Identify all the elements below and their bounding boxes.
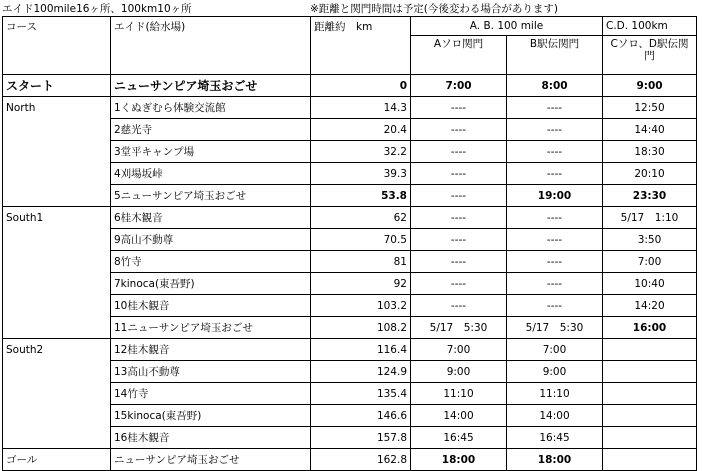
b-gate-cell: 7:00 [507,339,603,361]
distance-cell: 92 [311,273,411,295]
header-a-gate: Aソロ関門 [411,36,507,75]
course-cell [3,361,111,383]
course-cell [3,141,111,163]
course-cell: ゴール [3,449,111,471]
course-cell [3,185,111,207]
cd-gate-cell: 9:00 [603,75,697,97]
a-gate-cell: ---- [411,163,507,185]
a-gate-cell: 7:00 [411,339,507,361]
table-row [3,317,697,339]
cd-gate-cell [603,449,697,471]
table-row [3,229,697,251]
a-gate-cell: 11:10 [411,383,507,405]
a-gate-cell: 18:00 [411,449,507,471]
b-gate-cell: ---- [507,251,603,273]
distance-cell: 162.8 [311,449,411,471]
distance-cell: 20.4 [311,119,411,141]
table-row [3,75,697,97]
table-row [3,295,697,317]
distance-cell: 39.3 [311,163,411,185]
b-gate-cell: ---- [507,141,603,163]
b-gate-cell: 16:45 [507,427,603,449]
aid-cell: 13高山不動尊 [111,361,311,383]
cd-gate-cell: 23:30 [603,185,697,207]
distance-cell: 0 [311,75,411,97]
course-cell: North [3,97,111,119]
b-gate-cell: ---- [507,295,603,317]
table-row [3,207,697,229]
distance-cell: 81 [311,251,411,273]
b-gate-cell: 11:10 [507,383,603,405]
a-gate-cell: ---- [411,97,507,119]
course-cell [3,295,111,317]
table-row [3,405,697,427]
aid-cell: 6桂木観音 [111,207,311,229]
cd-gate-cell: 14:40 [603,119,697,141]
distance-cell: 108.2 [311,317,411,339]
course-cell [3,119,111,141]
aid-cell: 12桂木観音 [111,339,311,361]
aid-cell: 7kinoca(東吾野) [111,273,311,295]
table-row [3,251,697,273]
distance-cell: 53.8 [311,185,411,207]
table-row [3,141,697,163]
distance-cell: 62 [311,207,411,229]
distance-cell: 32.2 [311,141,411,163]
b-gate-cell: ---- [507,163,603,185]
a-gate-cell: ---- [411,229,507,251]
cd-gate-cell [603,427,697,449]
cd-gate-cell [603,405,697,427]
course-cell [3,273,111,295]
a-gate-cell: ---- [411,185,507,207]
subheader-blank-course [3,36,111,75]
course-cell [3,427,111,449]
table-row [3,383,697,405]
note-disclaimer: ※距離と関門時間は予定(今後変わる場合があります) [310,3,558,15]
a-gate-cell: ---- [411,207,507,229]
table-row [3,361,697,383]
b-gate-cell: 14:00 [507,405,603,427]
cd-gate-cell: 3:50 [603,229,697,251]
course-cell: South2 [3,339,111,361]
header-ab-group: A. B. 100 mile [411,17,603,36]
b-gate-cell: ---- [507,119,603,141]
cd-gate-cell: 5/17 1:10 [603,207,697,229]
header-course: コース [3,17,111,36]
a-gate-cell: ---- [411,251,507,273]
course-cell [3,383,111,405]
aid-station-table [2,16,697,471]
cd-gate-cell: 20:10 [603,163,697,185]
note-aid-count: エイド100mile16ヶ所、100km10ヶ所 [2,3,192,15]
a-gate-cell: ---- [411,119,507,141]
header-cd-gate: Cソロ、D駅伝関門 [603,36,697,75]
course-cell: South1 [3,207,111,229]
table-row [3,273,697,295]
course-cell [3,405,111,427]
aid-cell: 9高山不動尊 [111,229,311,251]
table-row [3,427,697,449]
table-row [3,119,697,141]
table-row [3,339,697,361]
subheader-blank-distance [311,36,411,75]
table-row [3,449,697,471]
distance-cell: 14.3 [311,97,411,119]
course-cell [3,317,111,339]
b-gate-cell: 19:00 [507,185,603,207]
course-cell [3,229,111,251]
distance-cell: 70.5 [311,229,411,251]
aid-cell: ニューサンピア埼玉おごせ [111,449,311,471]
aid-cell: 10桂木観音 [111,295,311,317]
aid-cell: 4刈場坂峠 [111,163,311,185]
cd-gate-cell: 12:50 [603,97,697,119]
header-distance: 距離約 km [311,17,411,36]
aid-cell: ニューサンピア埼玉おごせ [111,75,311,97]
cd-gate-cell: 16:00 [603,317,697,339]
cd-gate-cell [603,339,697,361]
course-cell [3,163,111,185]
b-gate-cell: ---- [507,229,603,251]
a-gate-cell: 5/17 5:30 [411,317,507,339]
cd-gate-cell: 10:40 [603,273,697,295]
aid-cell: 8竹寺 [111,251,311,273]
distance-cell: 135.4 [311,383,411,405]
distance-cell: 146.6 [311,405,411,427]
b-gate-cell: ---- [507,207,603,229]
cd-gate-cell [603,383,697,405]
a-gate-cell: 14:00 [411,405,507,427]
header-row [3,17,697,36]
aid-cell: 1くぬぎむら体験交流館 [111,97,311,119]
b-gate-cell: ---- [507,273,603,295]
table-row [3,185,697,207]
cd-gate-cell: 18:30 [603,141,697,163]
distance-cell: 116.4 [311,339,411,361]
a-gate-cell: 7:00 [411,75,507,97]
b-gate-cell: ---- [507,97,603,119]
a-gate-cell: 9:00 [411,361,507,383]
distance-cell: 124.9 [311,361,411,383]
aid-cell: 14竹寺 [111,383,311,405]
aid-cell: 15kinoca(東吾野) [111,405,311,427]
table-row [3,97,697,119]
a-gate-cell: ---- [411,295,507,317]
table-row [3,163,697,185]
aid-cell: 3堂平キャンプ場 [111,141,311,163]
a-gate-cell: 16:45 [411,427,507,449]
b-gate-cell: 18:00 [507,449,603,471]
b-gate-cell: 9:00 [507,361,603,383]
aid-cell: 5ニューサンピア埼玉おごせ [111,185,311,207]
course-cell [3,251,111,273]
distance-cell: 103.2 [311,295,411,317]
aid-cell: 11ニューサンピア埼玉おごせ [111,317,311,339]
subheader-blank-aid [111,36,311,75]
aid-cell: 16桂木観音 [111,427,311,449]
header-b-gate: B駅伝関門 [507,36,603,75]
b-gate-cell: 5/17 5:30 [507,317,603,339]
b-gate-cell: 8:00 [507,75,603,97]
cd-gate-cell: 7:00 [603,251,697,273]
header-aid: エイド(給水場) [111,17,311,36]
distance-cell: 157.8 [311,427,411,449]
subheader-row [3,36,697,75]
cd-gate-cell [603,361,697,383]
course-cell: スタート [3,75,111,97]
aid-cell: 2慈光寺 [111,119,311,141]
a-gate-cell: ---- [411,141,507,163]
a-gate-cell: ---- [411,273,507,295]
cd-gate-cell: 14:20 [603,295,697,317]
header-cd-group: C.D. 100km [603,17,697,36]
